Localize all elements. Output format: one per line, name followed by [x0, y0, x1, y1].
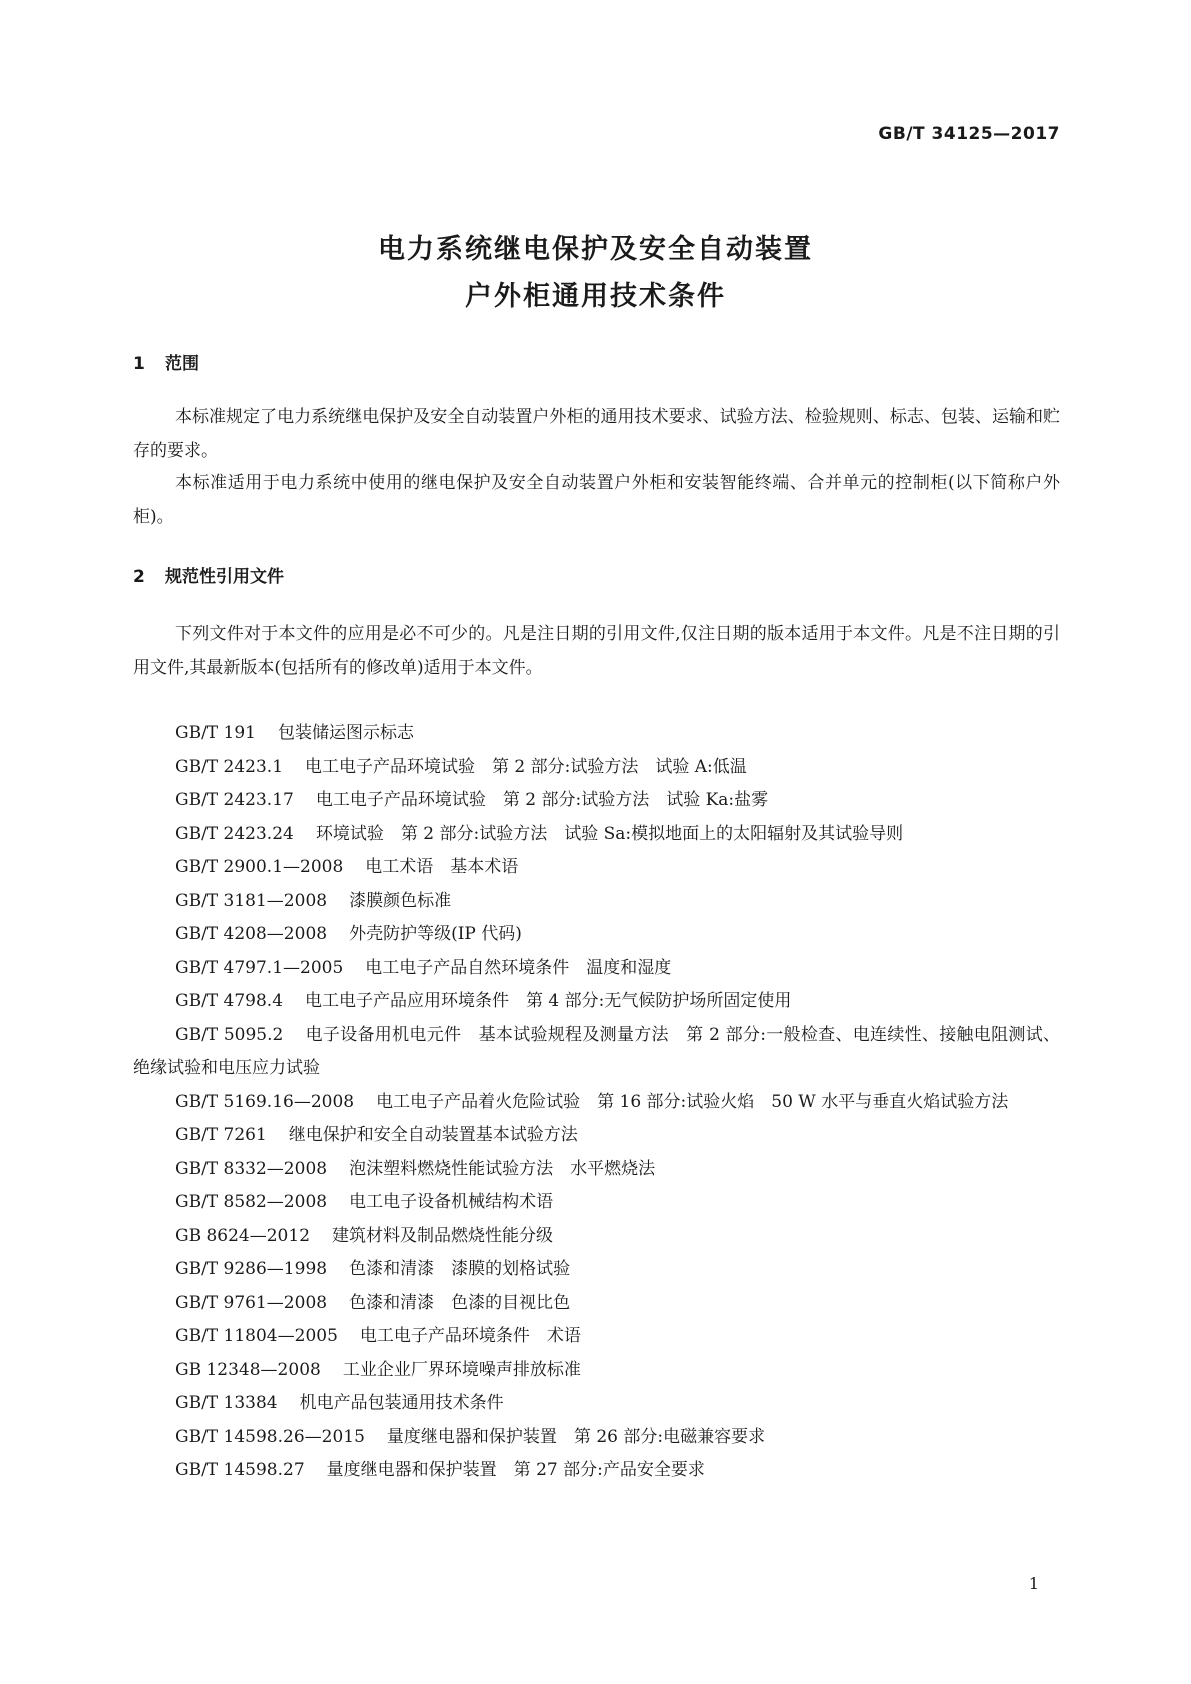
section-2-heading — [133, 562, 284, 587]
section-number: 1 — [133, 354, 145, 374]
reference-code: GB/T 2423.24 — [175, 823, 294, 844]
reference-item — [133, 1253, 1060, 1287]
reference-title: 泡沫塑料燃烧性能试验方法 水平燃烧法 — [349, 1158, 656, 1179]
reference-title: 电工电子产品应用环境条件 第 4 部分:无气候防护场所固定使用 — [305, 991, 792, 1011]
reference-item — [133, 1220, 1060, 1254]
reference-title: 建筑材料及制品燃烧性能分级 — [332, 1225, 554, 1246]
reference-title: 量度继电器和保护装置 第 27 部分:产品安全要求 — [326, 1460, 705, 1480]
reference-code: GB/T 191 — [175, 723, 256, 743]
reference-title: 电工术语 基本术语 — [365, 857, 519, 877]
reference-code: GB/T 9286—1998 — [175, 1259, 328, 1279]
reference-item — [133, 1454, 1060, 1488]
reference-code: GB 12348—2008 — [175, 1359, 321, 1380]
standard-code: GB/T 34125—2017 — [878, 124, 1060, 144]
paragraph: 本标准适用于电力系统中使用的继电保护及安全自动装置户外柜和安装智能终端、合并单元的控制柜(以下简称户外柜)。 — [133, 473, 1060, 527]
reference-title: 机电产品包装通用技术条件 — [299, 1393, 504, 1413]
reference-code: GB/T 2900.1—2008 — [175, 857, 344, 877]
reference-title: 电子设备用机电元件 基本试验规程及测量方法 第 2 部分:一般检查、电连续性、接触电阻测试、绝缘试验和电压应力试验 — [133, 1024, 1060, 1078]
reference-item — [133, 1186, 1060, 1220]
reference-code: GB/T 8332—2008 — [175, 1158, 328, 1179]
document-title — [0, 226, 1191, 320]
reference-title: 电工电子产品着火危险试验 第 16 部分:试验火焰 50 W 水平与垂直火焰试验方法 — [376, 1091, 1009, 1112]
reference-item — [133, 1387, 1060, 1421]
reference-item — [133, 818, 1060, 852]
reference-title: 电工电子设备机械结构术语 — [349, 1192, 554, 1212]
reference-code: GB 8624—2012 — [175, 1225, 311, 1246]
reference-code: GB/T 14598.27 — [175, 1460, 305, 1480]
reference-title: 色漆和清漆 色漆的目视比色 — [349, 1292, 571, 1313]
reference-item — [133, 1019, 1060, 1086]
reference-item — [133, 1153, 1060, 1187]
reference-item — [133, 1119, 1060, 1153]
reference-code: GB/T 14598.26—2015 — [175, 1426, 365, 1447]
reference-code: GB/T 7261 — [175, 1125, 267, 1145]
reference-item — [133, 751, 1060, 785]
reference-item — [133, 1086, 1060, 1120]
reference-title: 电工电子产品环境试验 第 2 部分:试验方法 试验 A:低温 — [305, 756, 747, 777]
reference-code: GB/T 4797.1—2005 — [175, 957, 344, 978]
reference-code: GB/T 9761—2008 — [175, 1292, 328, 1313]
reference-list — [133, 717, 1060, 1488]
section-1-heading — [133, 349, 199, 374]
reference-code: GB/T 3181—2008 — [175, 890, 328, 911]
paragraph: 下列文件对于本文件的应用是必不可少的。凡是注日期的引用文件,仅注日期的版本适用于本文件。凡是不注日期的引用文件,其最新版本(包括所有的修改单)适用于本文件。 — [133, 624, 1060, 678]
reference-item — [133, 717, 1060, 751]
reference-item — [133, 918, 1060, 952]
section-title: 范围 — [165, 354, 199, 374]
reference-item — [133, 985, 1060, 1019]
reference-title: 电工电子产品环境条件 术语 — [359, 1326, 581, 1346]
reference-title: 环境试验 第 2 部分:试验方法 试验 Sa:模拟地面上的太阳辐射及其试验导则 — [315, 823, 904, 844]
reference-code: GB/T 11804—2005 — [175, 1326, 338, 1346]
reference-item — [133, 1287, 1060, 1321]
reference-title: 电工电子产品自然环境条件 温度和湿度 — [365, 957, 672, 978]
reference-title: 包装储运图示标志 — [278, 723, 414, 743]
reference-code: GB/T 2423.1 — [175, 756, 284, 777]
reference-title: 量度继电器和保护装置 第 26 部分:电磁兼容要求 — [386, 1426, 766, 1447]
reference-code: GB/T 8582—2008 — [175, 1192, 328, 1212]
reference-code: GB/T 5169.16—2008 — [175, 1091, 355, 1112]
paragraph: 本标准规定了电力系统继电保护及安全自动装置户外柜的通用技术要求、试验方法、检验规则、标志、包装、运输和贮存的要求。 — [133, 407, 1060, 461]
reference-code: GB/T 5095.2 — [175, 1024, 284, 1045]
reference-title: 漆膜颜色标准 — [349, 890, 452, 911]
reference-code: GB/T 2423.17 — [175, 790, 294, 810]
reference-title: 电工电子产品环境试验 第 2 部分:试验方法 试验 Ka:盐雾 — [315, 790, 769, 810]
reference-code: GB/T 4208—2008 — [175, 924, 328, 944]
section-title: 规范性引用文件 — [165, 567, 284, 587]
reference-item — [133, 1421, 1060, 1455]
title-line-2: 户外柜通用技术条件 — [465, 281, 726, 312]
reference-title: 色漆和清漆 漆膜的划格试验 — [349, 1259, 571, 1279]
reference-item — [133, 952, 1060, 986]
reference-item — [133, 885, 1060, 919]
reference-code: GB/T 4798.4 — [175, 991, 284, 1011]
reference-code: GB/T 13384 — [175, 1393, 278, 1413]
reference-title: 工业企业厂界环境噪声排放标准 — [342, 1359, 581, 1380]
reference-item — [133, 851, 1060, 885]
reference-item — [133, 1354, 1060, 1388]
section-number: 2 — [133, 567, 145, 587]
reference-title: 外壳防护等级(IP 代码) — [349, 924, 522, 944]
title-line-1: 电力系统继电保护及安全自动装置 — [378, 234, 813, 265]
reference-title: 继电保护和安全自动装置基本试验方法 — [288, 1125, 578, 1145]
reference-item — [133, 784, 1060, 818]
reference-item — [133, 1320, 1060, 1354]
page-number: 1 — [1028, 1574, 1039, 1593]
